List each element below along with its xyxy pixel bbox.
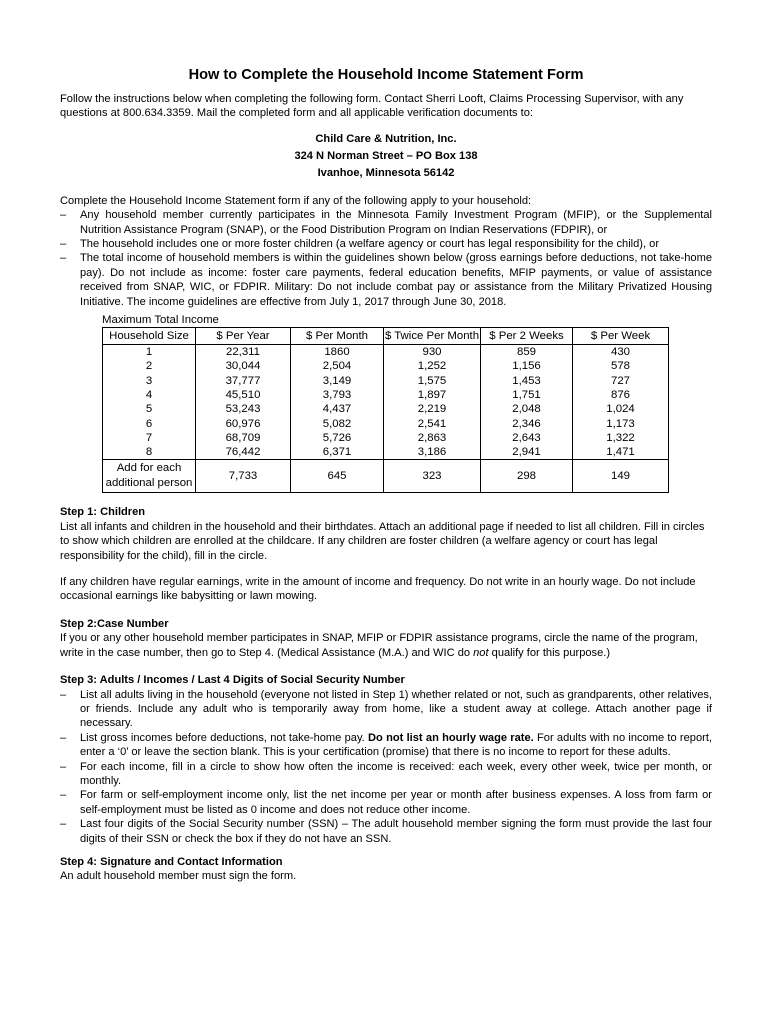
- step2-title: Step 2:Case Number: [60, 617, 169, 630]
- criteria-lead: Complete the Household Income Statement form if any of the following apply to your household:: [60, 194, 532, 207]
- table-cell: 2,643: [481, 431, 573, 445]
- step3-title: Step 3: Adults / Incomes / Last 4 Digits of Social Security Number: [60, 674, 405, 687]
- table-cell: 5,726: [291, 431, 384, 445]
- table-cell: 4: [103, 388, 196, 402]
- table-cell: 323: [384, 460, 481, 493]
- criteria-section: [60, 194, 712, 309]
- table-row: [103, 345, 669, 360]
- table-cell: 45,510: [196, 388, 291, 402]
- table-row: [103, 417, 669, 431]
- table-cell: 1860: [291, 345, 384, 360]
- step3-item: – Last four digits of the Social Security number (SSN) – The adult household member signing the form must provide the last four digits of their SSN or check the box if they do not have an SSN.: [60, 817, 712, 846]
- column-header: $ Twice Per Month: [384, 328, 481, 345]
- table-cell: 3,186: [384, 445, 481, 460]
- table-row-additional: [103, 460, 669, 493]
- step1-text: List all infants and children in the household and their birthdates. Attach an additional page if needed to list all children. Fill in circles to show which children are enrolled at the childcare. If any children are foster children (a welfare agency or court has legal responsibility for the child), fill in the circle.: [60, 520, 705, 562]
- address-street: 324 N Norman Street – PO Box 138: [294, 149, 478, 162]
- income-table-section: [102, 314, 668, 493]
- table-row: [103, 402, 669, 416]
- table-cell: 1,173: [573, 417, 669, 431]
- step2-text-a: If you or any other household member participates in SNAP, MFIP or FDPIR assistance programs, circle the name of the program, write in the case number, then go to Step 4. (Medical Assistance (M.A.) and WIC do: [60, 632, 698, 659]
- step4-title: Step 4: Signature and Contact Information: [60, 855, 283, 868]
- table-cell: 1,751: [481, 388, 573, 402]
- table-cell: 876: [573, 388, 669, 402]
- document-page: [60, 66, 712, 884]
- table-cell: 1,322: [573, 431, 669, 445]
- table-row: [103, 431, 669, 445]
- table-cell: 1,471: [573, 445, 669, 460]
- table-row: [103, 445, 669, 460]
- table-cell: 6: [103, 417, 196, 431]
- table-cell: 2,219: [384, 402, 481, 416]
- table-cell: 1,575: [384, 374, 481, 388]
- table-cell: 4,437: [291, 402, 384, 416]
- column-header: $ Per 2 Weeks: [481, 328, 573, 345]
- step3-item2-a: List gross incomes before deductions, not take-home pay.: [80, 731, 369, 744]
- step3-list: [60, 688, 712, 846]
- table-cell: 37,777: [196, 374, 291, 388]
- table-cell: 6,371: [291, 445, 384, 460]
- step1-section: [60, 505, 712, 603]
- table-cell: 8: [103, 445, 196, 460]
- table-cell: 1,156: [481, 359, 573, 373]
- table-cell: 3: [103, 374, 196, 388]
- table-cell: 1: [103, 345, 196, 360]
- column-header: $ Per Month: [291, 328, 384, 345]
- income-table-caption: Maximum Total Income: [102, 314, 219, 327]
- table-cell: 2: [103, 359, 196, 373]
- step3-item: – For farm or self-employment income only, list the net income per year or month after business expenses. A loss from farm or self-employment must be listed as 0 income and does not reduce other income.: [60, 788, 712, 817]
- table-cell: 578: [573, 359, 669, 373]
- step4-section: [60, 855, 712, 884]
- step2-text-b: qualify for this purpose.): [488, 646, 611, 659]
- table-row: [103, 359, 669, 373]
- step1-title: Step 1: Children: [60, 506, 146, 519]
- table-cell: 76,442: [196, 445, 291, 460]
- table-cell: 645: [291, 460, 384, 493]
- table-cell: 298: [481, 460, 573, 493]
- table-cell: 60,976: [196, 417, 291, 431]
- address-name: Child Care & Nutrition, Inc.: [315, 132, 457, 145]
- table-row: [103, 374, 669, 388]
- table-header-row: [103, 328, 669, 345]
- step4-text: An adult household member must sign the form.: [60, 870, 297, 883]
- criteria-item: – The total income of household members is within the guidelines shown below (gross earnings before deductions, not take-home pay). Do not include as income: foster care payments, federal education benefits, MFIP payments, or value of assistance received from SNAP, WIC, or FDPIR. Military: Do not include combat pay or assistance from the Military Privatized Housing Initiative. The income guidelines are effective from July 1, 2017 through June 30, 2018.: [60, 251, 712, 309]
- table-cell: 5: [103, 402, 196, 416]
- column-header: $ Per Week: [573, 328, 669, 345]
- criteria-list: [60, 208, 712, 309]
- step3-item2-b: For adults with no income to report, enter a ‘0’ or leave the section blank. This is your certification (promise) that there is no income to report for these adults.: [80, 731, 712, 759]
- table-cell: 727: [573, 374, 669, 388]
- table-cell: 1,024: [573, 402, 669, 416]
- table-cell: 1,252: [384, 359, 481, 373]
- table-cell: 430: [573, 345, 669, 360]
- step3-item: [60, 731, 712, 760]
- table-cell: 2,863: [384, 431, 481, 445]
- criteria-item: – The household includes one or more foster children (a welfare agency or court has legal responsibility for the child), or: [60, 237, 712, 251]
- table-cell: 1,453: [481, 374, 573, 388]
- table-cell: Add for each additional person: [103, 460, 196, 493]
- address-city: Ivanhoe, Minnesota 56142: [317, 166, 455, 179]
- table-cell: 930: [384, 345, 481, 360]
- step2-text-emphasis: not: [473, 646, 489, 659]
- criteria-item: – Any household member currently participates in the Minnesota Family Investment Program (MFIP), or the Supplemental Nutrition Assistance Program (SNAP), or the Food Distribution Program on Indian Reservations (FDPIR), or: [60, 208, 712, 237]
- column-header: Household Size: [103, 328, 196, 345]
- table-cell: 7: [103, 431, 196, 445]
- table-cell: 2,504: [291, 359, 384, 373]
- page-title: How to Complete the Household Income Statement Form: [188, 67, 584, 83]
- income-table: [102, 327, 669, 493]
- step2-text: [60, 631, 712, 660]
- table-cell: 1,897: [384, 388, 481, 402]
- table-cell: 149: [573, 460, 669, 493]
- table-cell: 30,044: [196, 359, 291, 373]
- table-cell: 7,733: [196, 460, 291, 493]
- step1-text-2: If any children have regular earnings, write in the amount of income and frequency. Do not write in an hourly wage. Do not include occasional earnings like babysitting or lawn mowing.: [60, 576, 696, 603]
- table-cell: 53,243: [196, 402, 291, 416]
- table-cell: 2,941: [481, 445, 573, 460]
- table-cell: 68,709: [196, 431, 291, 445]
- step2-section: [60, 617, 712, 660]
- table-cell: 2,346: [481, 417, 573, 431]
- table-cell: 3,149: [291, 374, 384, 388]
- table-cell: 22,311: [196, 345, 291, 360]
- table-cell: 2,048: [481, 402, 573, 416]
- mailing-address: [60, 131, 712, 182]
- table-cell: 2,541: [384, 417, 481, 431]
- intro-paragraph: Follow the instructions below when completing the following form. Contact Sherri Looft, Claims Processing Supervisor, with any questions at 800.634.3359. Mail the completed form and all applicable verification documents to:: [60, 93, 684, 120]
- table-row: [103, 388, 669, 402]
- column-header: $ Per Year: [196, 328, 291, 345]
- step3-item2-bold: Do not list an hourly wage rate.: [368, 731, 534, 744]
- step3-item: – List all adults living in the household (everyone not listed in Step 1) whether related or not, such as grandparents, other relatives, or friends. Include any adult who is temporarily away from home, like a student away at college. Attach another page if necessary.: [60, 688, 712, 731]
- table-cell: 5,082: [291, 417, 384, 431]
- step3-section: [60, 673, 712, 846]
- step3-item: – For each income, fill in a circle to show how often the income is received: each week, every other week, twice per month, or monthly.: [60, 760, 712, 789]
- table-cell: 859: [481, 345, 573, 360]
- table-cell: 3,793: [291, 388, 384, 402]
